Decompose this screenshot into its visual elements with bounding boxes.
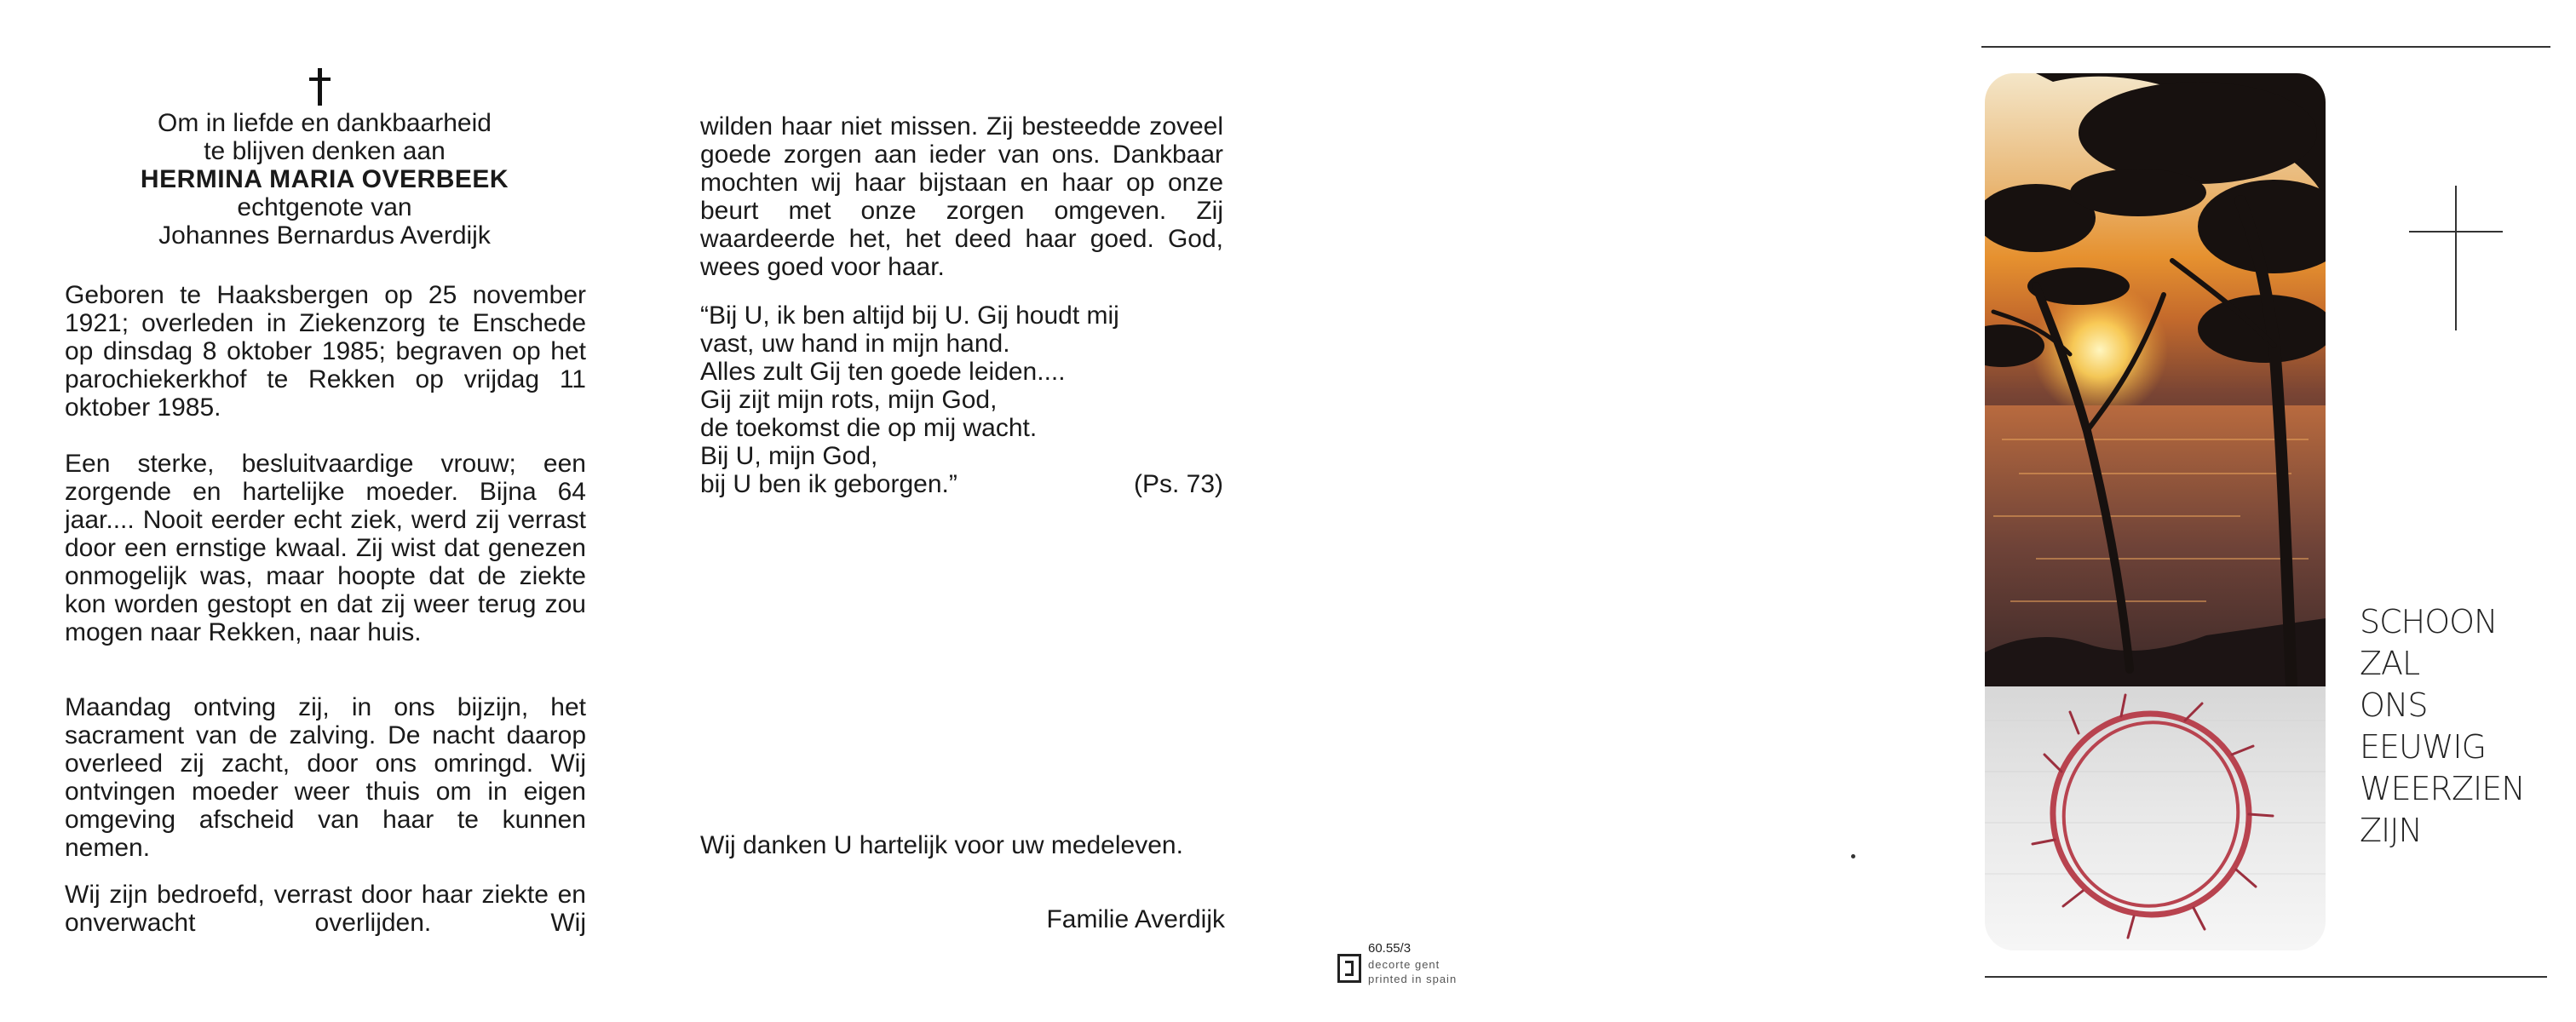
dedication-line-1: Om in liefde en dankbaarheid — [158, 109, 492, 137]
poem-line: ONS — [2360, 686, 2428, 724]
family-signature: Familie Averdijk — [1046, 905, 1225, 933]
poem-line: ZIJN — [2360, 812, 2422, 849]
cover-poem — [2360, 601, 2525, 852]
dedication-line-2: te blijven denken aan — [204, 137, 446, 165]
psalm-line: Gij zijt mijn rots, mijn God, — [700, 386, 998, 414]
printer-name: decorte gent — [1368, 958, 1440, 971]
psalm-line: “Bij U, ik ben altijd bij U. Gij houdt mij — [700, 301, 1119, 330]
large-cross-icon — [2409, 186, 2503, 330]
deceased-name: HERMINA MARIA OVERBEEK — [140, 165, 509, 193]
back-panel — [1295, 0, 1968, 1022]
cross-icon — [303, 68, 337, 106]
birth-death-paragraph: Geboren te Haaksbergen op 25 november 1921; overleden in Ziekenzorg te Enschede op dinsdag 8 oktober 1985; begraven op het parochiekerkhof te Rekken op vrijdag 11 oktober 1985. — [65, 281, 586, 422]
poem-line: SCHOON — [2360, 603, 2498, 640]
continuation-paragraph: wilden haar niet missen. Zij besteedde zoveel goede zorgen aan ieder van ons. Dankbaar mochten wij haar bijstaan en haar op onze beurt met onze zorgen omgeven. Zij waardeerde het, het deed haar goed. God, wees goed voor haar. — [700, 112, 1223, 281]
psalm-reference: (Ps. 73) — [1133, 470, 1223, 498]
psalm-line: vast, uw hand in mijn hand. — [700, 330, 1010, 358]
product-code: 60.55/3 — [1368, 941, 1412, 956]
ink-dot — [1851, 854, 1855, 858]
printer-mark — [1337, 940, 1457, 986]
thanks-paragraph: Wij danken U hartelijk voor uw medeleven. — [700, 831, 1183, 859]
sunset-photo — [1985, 73, 2326, 950]
printer-logo-icon — [1337, 954, 1361, 983]
character-paragraph: Een sterke, besluitvaardige vrouw; een zorgende en hartelijke moeder. Bijna 64 jaar.... Nooit eerder echt ziek, werd zij verrast door een ernstige kwaal. Zij wist dat genezen onmogelijk was, maar hoopte dat de ziekte kon worden gestopt en dat zij weer terug zou mogen naar Rekken, naar huis. — [65, 450, 586, 646]
poem-line: WEERZIEN — [2360, 770, 2525, 807]
middle-panel — [647, 0, 1295, 1022]
poem-line: ZAL — [2360, 645, 2420, 682]
psalm-quote — [700, 301, 1223, 498]
poem-line: EEUWIG — [2360, 728, 2487, 766]
printed-in: printed in spain — [1368, 973, 1458, 985]
psalm-line: Bij U, mijn God, — [700, 442, 878, 470]
left-panel — [0, 0, 647, 1022]
grief-paragraph: Wij zijn bedroefd, verrast door haar ziekte en onverwacht overlijden. Wij — [65, 881, 586, 937]
psalm-line: bij U ben ik geborgen.” — [700, 470, 957, 498]
dedication-header — [65, 109, 584, 250]
spouse-name: Johannes Bernardus Averdijk — [158, 221, 491, 250]
bottom-divider — [1985, 976, 2547, 978]
sacrament-paragraph: Maandag ontving zij, in ons bijzijn, het sacrament van de zalving. De nacht daarop overleed zij zacht, door ons omringd. Wij ontvingen moeder weer thuis om in eigen omgeving afscheid van haar te kunnen nemen. — [65, 693, 586, 862]
top-divider — [1981, 46, 2550, 48]
spouse-relation: echtgenote van — [237, 193, 412, 221]
psalm-last-row — [700, 470, 1223, 498]
psalm-line: Alles zult Gij ten goede leiden.... — [700, 358, 1066, 386]
cover-panel — [1968, 0, 2576, 1022]
psalm-line: de toekomst die op mij wacht. — [700, 414, 1038, 442]
sunset-image — [1985, 73, 2326, 950]
